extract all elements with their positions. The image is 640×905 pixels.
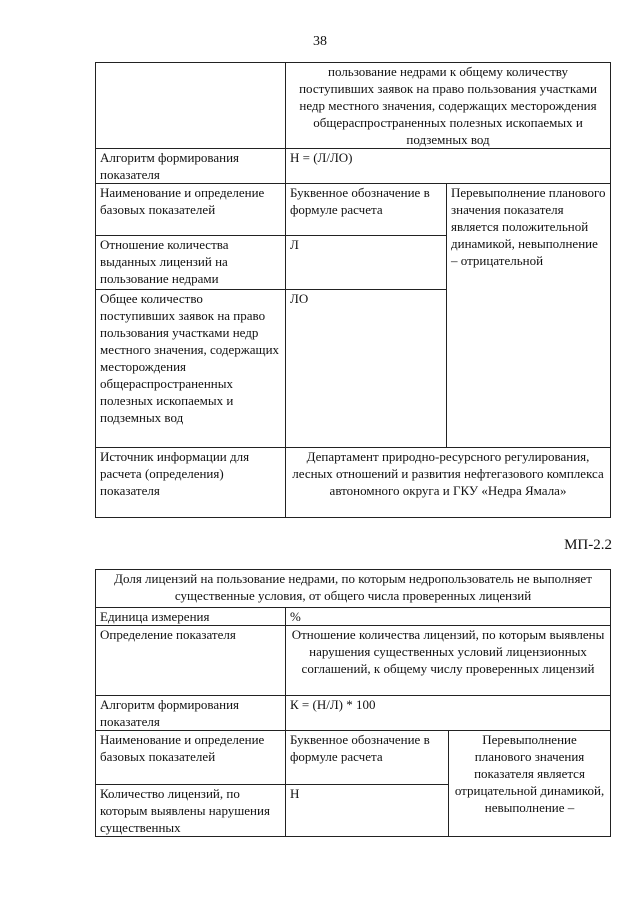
definition-value: Отношение количества лицензий, по которым выявлены нарушения существенных условий лицензионных соглашений, к общему числу проверенных лицензий (286, 626, 611, 696)
letter-designation-header: Буквенное обозначение в формуле расчета (286, 731, 449, 785)
base-indicator-name: Общее количество поступивших заявок на право пользования участками недр местного значения, содержащих месторождения общераспространенных полезных ископаемых и подземных вод (96, 290, 286, 448)
empty-cell (96, 63, 286, 149)
source-label: Источник информации для расчета (определения) показателя (96, 448, 286, 518)
indicator-table-continued (95, 62, 611, 518)
algorithm-label: Алгоритм формирования показателя (96, 696, 286, 731)
algorithm-label: Алгоритм формирования показателя (96, 149, 286, 184)
page-number: 38 (313, 34, 327, 49)
base-indicators-label: Наименование и определение базовых показателей (96, 731, 286, 785)
algorithm-formula: Н = (Л/ЛО) (286, 149, 611, 184)
algorithm-formula: К = (Н/Л) * 100 (286, 696, 611, 731)
base-indicator-name: Отношение количества выданных лицензий на пользование недрами (96, 236, 286, 290)
definition-label: Определение показателя (96, 626, 286, 696)
base-indicator-letter: Л (286, 236, 447, 290)
source-value: Департамент природно-ресурсного регулирования, лесных отношений и развития нефтегазового комплекса автономного округа и ГКУ «Недра Ямала» (286, 448, 611, 518)
base-indicators-label: Наименование и определение базовых показателей (96, 184, 286, 236)
definition-continuation: пользование недрами к общему количеству поступивших заявок на право пользования участками недр местного значения, содержащих месторождения общераспространенных полезных ископаемых и подземных вод (286, 63, 611, 149)
base-indicator-letter: Н (286, 785, 449, 837)
unit-label: Единица измерения (96, 608, 286, 626)
base-indicator-name: Количество лицензий, по которым выявлены нарушения существенных (96, 785, 286, 837)
base-indicator-letter: ЛО (286, 290, 447, 448)
dynamics-note: Перевыполнение планового значения показателя является отрицательной динамикой, невыполнение – (449, 731, 611, 837)
indicator-title: Доля лицензий на пользование недрами, по которым недропользователь не выполняет существенные условия, от общего числа проверенных лицензий (96, 570, 611, 608)
indicator-code: МП-2.2 (564, 537, 612, 553)
indicator-table-mp22 (95, 569, 611, 837)
letter-designation-header: Буквенное обозначение в формуле расчета (286, 184, 447, 236)
unit-value: % (286, 608, 611, 626)
dynamics-note: Перевыполнение планового значения показателя является положительной динамикой, невыполнение – отрицательной (447, 184, 611, 448)
